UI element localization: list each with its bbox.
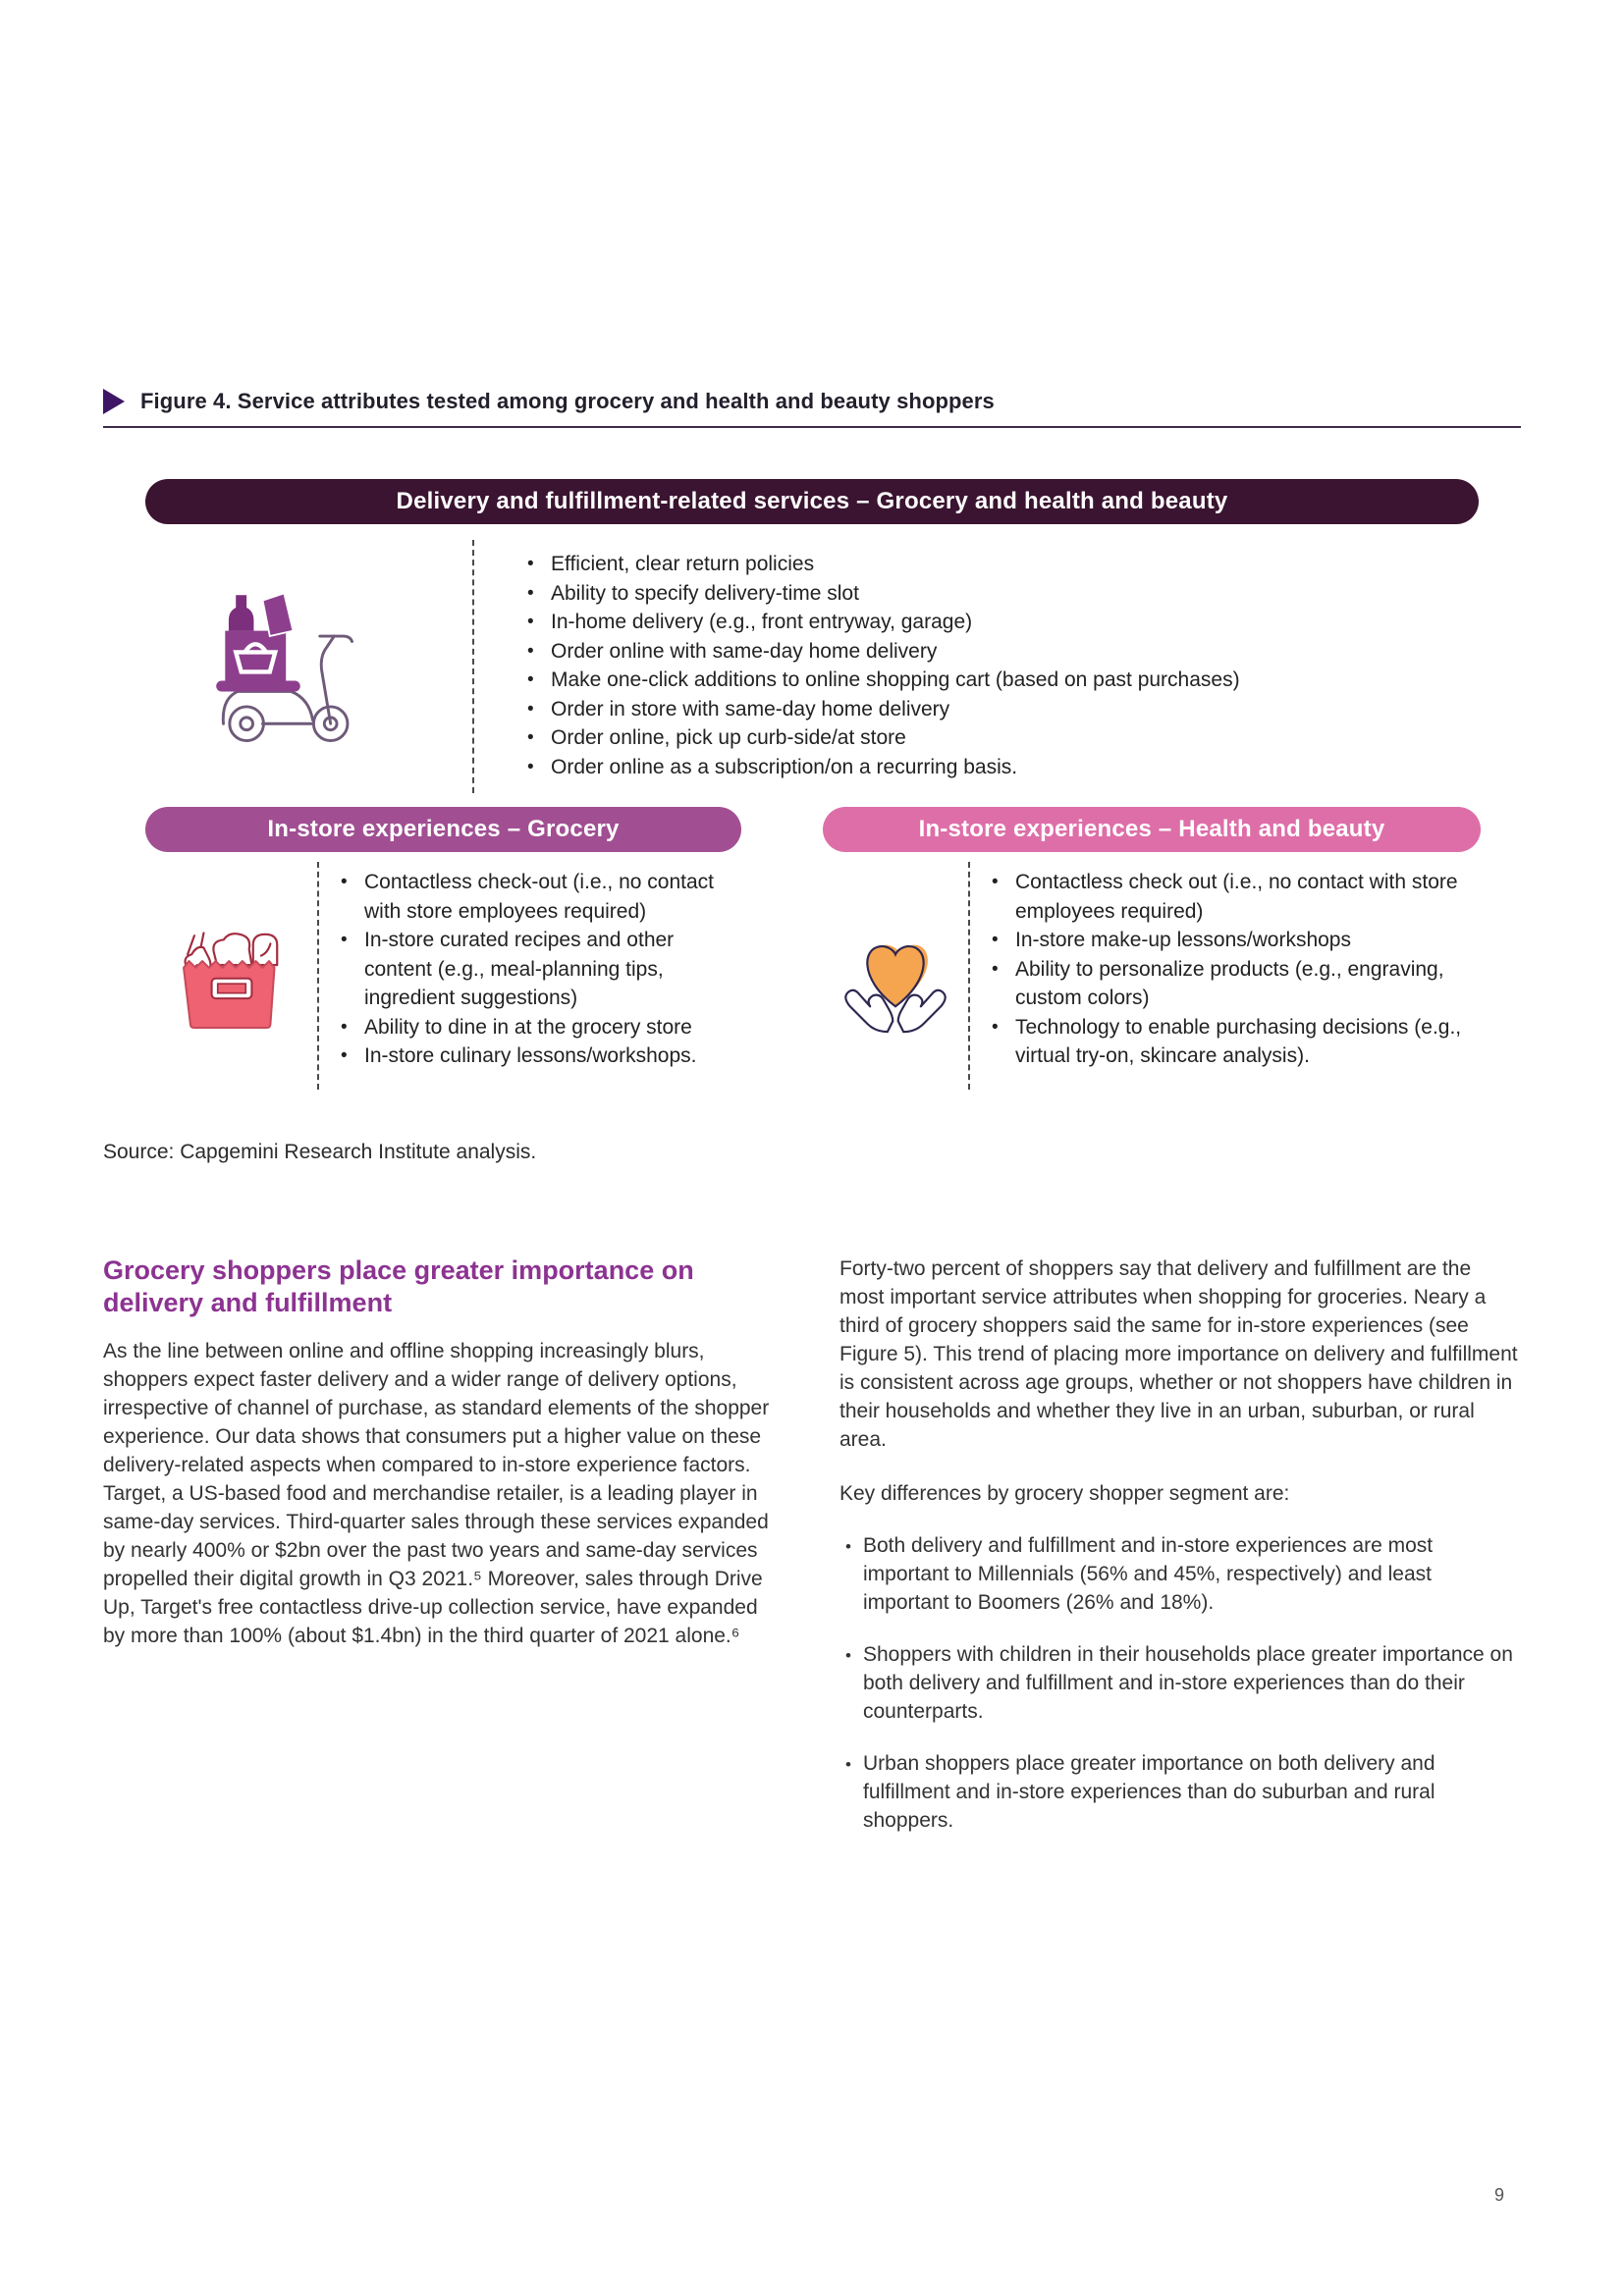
article-right-paragraph: Forty-two percent of shoppers say that delivery and fulfillment are the most important service attributes when shopping for groceries. Neary a third of grocery shoppers said the same for in-store experiences (see Figure 5). This trend of placing more importance on delivery and fulfillment is consistent across age groups, whether or not shoppers have children in their households and whether they live in an urban, suburban, or rural area. (839, 1257, 1518, 1451)
list-item: • Ability to specify delivery-time slot (521, 579, 1240, 609)
list-item: • In-store curated recipes and other content (e.g., meal-planning tips, ingredient suggestions) (335, 926, 741, 1013)
figure-marker-icon (103, 389, 125, 414)
article (103, 1255, 1521, 1858)
banner-delivery: Delivery and fulfillment-related services – Grocery and health and beauty (145, 479, 1479, 524)
article-left-paragraph: As the line between online and offline shopping increasingly blurs, shoppers expect faster delivery and a wider range of delivery options, irrespective of channel of purchase, as standard elements of the shopper experience. Our data shows that consumers put a higher value on these delivery-related aspects when compared to in-store experience factors. Target, a US-based food and merchandise retailer, is a leading player in same-day services. Third-quarter sales through these services expanded by nearly 400% or $2bn over the past two years and same-day services propelled their digital growth in Q3 2021.⁵ Moreover, sales through Drive Up, Target's free contactless drive-up collection service, have expanded by more than 100% (about $1.4bn) in the third quarter of 2021 alone.⁶ (103, 1340, 770, 1647)
list-item: • Order online as a subscription/on a recurring basis. (521, 753, 1240, 782)
grocery-column (145, 807, 741, 1090)
list-item: • In-home delivery (e.g., front entryway, garage) (521, 608, 1240, 637)
key-differences-list (839, 1531, 1521, 1835)
list-item: • Contactless check-out (i.e., no contact with store employees required) (335, 868, 741, 926)
health-beauty-column (823, 807, 1481, 1090)
list-item: • Urban shoppers place greater importance on both delivery and fulfillment and in-store experiences than do suburban and rural shoppers. (839, 1749, 1521, 1835)
delivery-section (103, 540, 1521, 793)
grocery-content (145, 862, 741, 1090)
list-item: • Shoppers with children in their households place greater importance on both delivery and fulfillment and in-store experiences than do their counterparts. (839, 1640, 1521, 1726)
delivery-icon-column (103, 540, 474, 793)
list-item: • Order in store with same-day home delivery (521, 695, 1240, 724)
list-item: • Order online, pick up curb-side/at store (521, 723, 1240, 753)
list-item: • Efficient, clear return policies (521, 550, 1240, 579)
banner-grocery: In-store experiences – Grocery (145, 807, 741, 852)
health-beauty-content (823, 862, 1481, 1090)
list-item: • Technology to enable purchasing decisions (e.g., virtual try-on, skincare analysis). (986, 1013, 1481, 1071)
report-page (103, 389, 1521, 1858)
list-item: • In-store make-up lessons/workshops (986, 926, 1481, 955)
list-item: • Make one-click additions to online shopping cart (based on past purchases) (521, 666, 1240, 695)
health-beauty-icon-column (823, 862, 970, 1090)
list-item: • Both delivery and fulfillment and in-store experiences are most important to Millennials (56% and 45%, respectively) and least important to Boomers (26% and 18%). (839, 1531, 1521, 1617)
article-left-column (103, 1255, 785, 1858)
figure-title: Figure 4. Service attributes tested among grocery and health and beauty shoppers (140, 389, 995, 413)
in-store-section (145, 807, 1481, 1090)
delivery-scooter-icon (198, 577, 377, 756)
grocery-icon-column (145, 862, 319, 1090)
delivery-attributes-list (474, 540, 1240, 793)
article-heading: Grocery shoppers place greater importance on delivery and fulfillment (103, 1255, 694, 1317)
banner-health-beauty: In-store experiences – Health and beauty (823, 807, 1481, 852)
article-right-column (839, 1255, 1521, 1858)
section-divider (103, 426, 1521, 428)
health-beauty-attributes-list (970, 862, 1481, 1090)
grocery-attributes-list (319, 862, 741, 1090)
key-differences-label: Key differences by grocery shopper segment are: (839, 1482, 1290, 1505)
heart-hands-icon (829, 909, 962, 1042)
list-item: • Ability to personalize products (e.g., engraving, custom colors) (986, 955, 1481, 1013)
list-item: • In-store culinary lessons/workshops. (335, 1041, 741, 1071)
figure-header (103, 389, 1521, 414)
grocery-bag-icon (165, 909, 298, 1042)
page-number: 9 (1493, 2185, 1504, 2205)
source-note: Source: Capgemini Research Institute analysis. (103, 1141, 537, 1163)
list-item: • Ability to dine in at the grocery store (335, 1013, 741, 1042)
list-item: • Order online with same-day home delivery (521, 637, 1240, 667)
list-item: • Contactless check out (i.e., no contact with store employees required) (986, 868, 1481, 926)
